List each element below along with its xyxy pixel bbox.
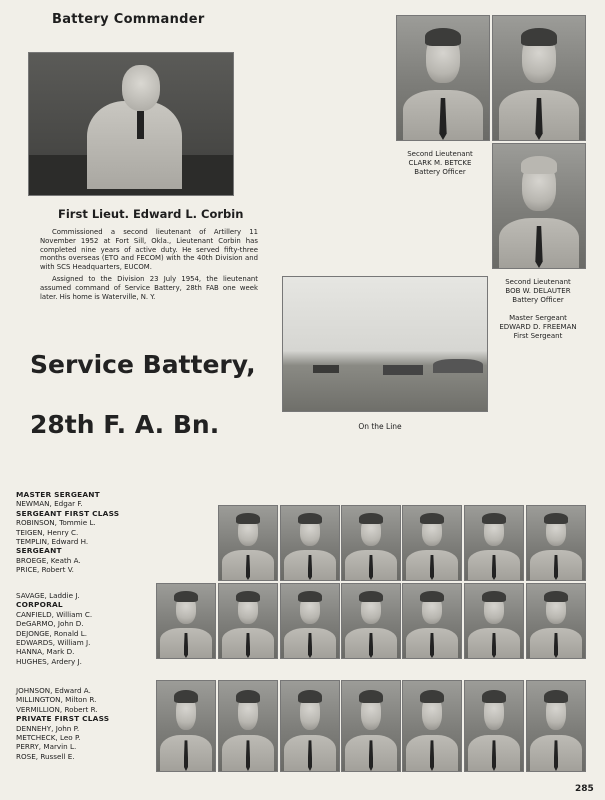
personnel-photo — [526, 505, 586, 581]
personnel-photo — [341, 583, 401, 659]
roster-name: JOHNSON, Edward A. — [16, 686, 91, 695]
personnel-photo — [402, 583, 462, 659]
field-photo — [282, 276, 488, 412]
personnel-photo — [280, 505, 340, 581]
roster-rank-header: CORPORAL — [16, 600, 63, 610]
officer-caption-freeman: Master Sergeant EDWARD D. FREEMAN First Sergeant — [499, 314, 577, 340]
roster-name: DEJONGE, Ronald L. — [16, 628, 88, 638]
officer-photo-2 — [492, 15, 586, 141]
page-number: 285 — [575, 784, 594, 794]
roster-name: MILLINGTON, Milton R. — [16, 695, 97, 705]
roster-group-3 — [16, 686, 109, 761]
roster-rank-header: SERGEANT FIRST CLASS — [16, 508, 120, 518]
field-photo-caption: On the Line — [358, 422, 402, 431]
unit-title-line2: 28th F. A. Bn. — [30, 410, 220, 439]
roster-name: BROEGE, Keath A. — [16, 555, 81, 565]
roster-name: TEIGEN, Henry C. — [16, 527, 79, 537]
roster-name: DeGARMO, John D. — [16, 619, 84, 629]
roster-group-2 — [16, 591, 92, 666]
roster-name: TEMPLIN, Edward H. — [16, 537, 89, 547]
roster-name: HANNA, Mark D. — [16, 647, 75, 657]
roster-rank-header: MASTER SERGEANT — [16, 490, 100, 499]
roster-name: ROSE, Russell E. — [16, 751, 75, 761]
unit-title-line1: Service Battery, — [30, 350, 256, 379]
personnel-photo — [218, 505, 278, 581]
roster-name: EDWARDS, William J. — [16, 638, 91, 648]
section-title: Battery Commander — [52, 12, 205, 27]
roster-name: PERRY, Marvin L. — [16, 742, 77, 752]
roster-rank-header: SERGEANT — [16, 546, 62, 556]
personnel-photo — [156, 680, 216, 772]
roster-name: VERMILLION, Robert R. — [16, 704, 98, 714]
roster-name: ROBINSON, Tommie L. — [16, 518, 96, 528]
officer-photo-betcke — [396, 15, 490, 141]
personnel-photo — [156, 583, 216, 659]
personnel-photo — [464, 680, 524, 772]
commander-name: First Lieut. Edward L. Corbin — [58, 207, 244, 221]
commander-photo — [28, 52, 234, 196]
roster-name: CANFIELD, William C. — [16, 609, 93, 619]
personnel-photo — [280, 583, 340, 659]
personnel-photo — [402, 505, 462, 581]
personnel-photo — [464, 505, 524, 581]
roster-group-1 — [16, 490, 119, 575]
roster-name: METCHECK, Leo P. — [16, 733, 81, 743]
commander-bio-1: Commissioned a second lieutenant of Artillery 11 November 1952 at Fort Sill, Okla., Lieutenant Corbin has completed nine years of active duty. He served fifty-three months overseas (ETO and FECOM) with the 40th Division and with SCS Headquarters, EUCOM. — [40, 228, 258, 272]
personnel-photo — [526, 680, 586, 772]
roster-name: HUGHES, Ardery J. — [16, 656, 82, 666]
personnel-photo — [341, 505, 401, 581]
personnel-photo — [402, 680, 462, 772]
personnel-photo — [341, 680, 401, 772]
personnel-photo — [218, 680, 278, 772]
officer-caption-delauter: Second Lieutenant BOB W. DELAUTER Battery Officer — [505, 278, 571, 304]
officer-caption-betcke: Second Lieutenant CLARK M. BETCKE Battery Officer — [407, 150, 473, 176]
personnel-photo — [526, 583, 586, 659]
roster-name: SAVAGE, Laddie J. — [16, 591, 80, 600]
personnel-photo — [464, 583, 524, 659]
roster-rank-header: PRIVATE FIRST CLASS — [16, 714, 110, 724]
personnel-photo — [218, 583, 278, 659]
roster-name: DENNEHY, John P. — [16, 723, 80, 733]
personnel-photo — [280, 680, 340, 772]
roster-name: NEWMAN, Edgar F. — [16, 499, 83, 509]
roster-name: PRICE, Robert V. — [16, 565, 74, 575]
officer-photo-delauter — [492, 143, 586, 269]
commander-bio-2: Assigned to the Division 23 July 1954, the lieutenant assumed command of Service Battery, 28th FAB one week later. His home is Waterville, N. Y. — [40, 275, 258, 301]
